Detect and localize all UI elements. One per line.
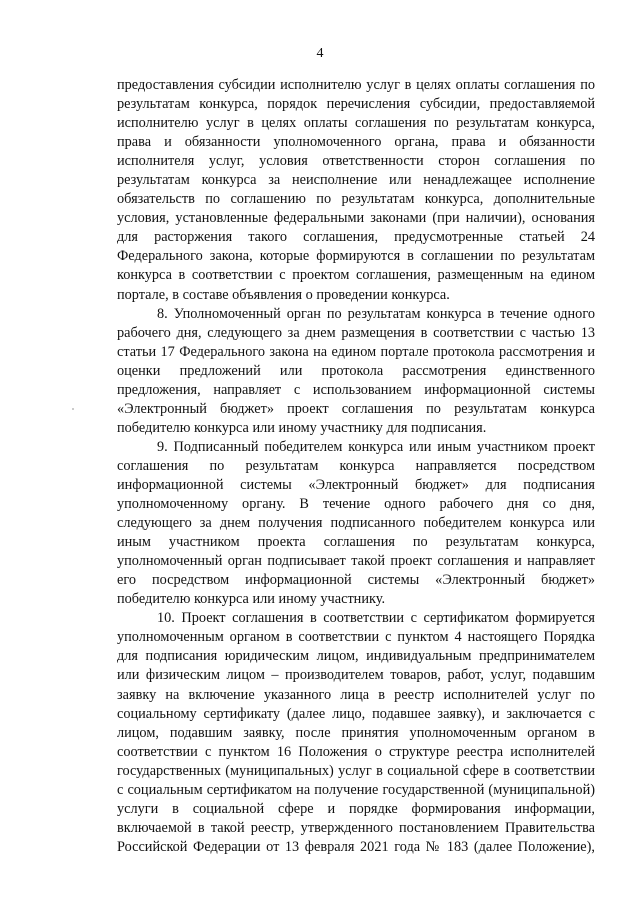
- text-line: 8. Уполномоченный орган по результатам конкурса в течение одного: [157, 305, 595, 322]
- text-line: статьи 17 Федерального закона на едином портале протокола рассмотрения и: [117, 343, 595, 360]
- text-line: конкурса в соответствии с проектом соглашения, размещенным на едином: [117, 267, 595, 284]
- paragraph: [117, 76, 595, 305]
- text-line: Федерального закона, которые формируются в соглашении по результатам: [117, 248, 595, 265]
- text-line: уполномоченным органом в соответствии с пунктом 4 настоящего Порядка: [117, 629, 595, 646]
- text-line: уполномоченному органу. В течение одного рабочего дня со дня,: [117, 496, 595, 513]
- text-line: портале, в составе объявления о проведении конкурса.: [117, 286, 450, 303]
- document-body: [117, 76, 595, 857]
- text-line: «Электронный бюджет» проект соглашения по результатам конкурса: [117, 400, 595, 417]
- text-line: оценки предложений или протокола рассмотрения единственного: [117, 362, 595, 379]
- text-line: исполнителя услуг, условия ответственности сторон соглашения по: [117, 153, 595, 170]
- text-line: Российской Федерации от 13 февраля 2021 года № 183 (далее Положение),: [117, 838, 595, 855]
- text-line: рабочего дня, следующего за днем размещения в соответствии с частью 13: [117, 324, 595, 341]
- text-line: предоставления субсидии исполнителю услуг в целях оплаты соглашения по: [117, 77, 595, 93]
- paragraph: [117, 305, 595, 438]
- text-line: для расторжения такого соглашения, предусмотренные статьей 24: [117, 229, 595, 246]
- text-line: предложения, направляет с использованием информационной системы: [117, 381, 595, 398]
- text-line: государственных (муниципальных) услуг в социальной сфере в соответствии: [117, 762, 595, 779]
- text-line: социальному сертификату (далее лицо, подавшее заявку), и заключается с: [117, 705, 595, 722]
- paragraph: [117, 609, 595, 857]
- text-line: 9. Подписанный победителем конкурса или иным участником проект: [157, 438, 595, 455]
- text-line: результатам конкурса, порядок перечисления субсидии, предоставляемой: [117, 96, 595, 113]
- text-line: для подписания юридическим лицом, индивидуальным предпринимателем: [117, 648, 595, 665]
- text-line: победителю конкурса или иному участнику.: [117, 591, 386, 608]
- text-line: с социальным сертификатом на получение государственной (муниципальной): [117, 781, 595, 798]
- text-line: иным участником проекта соглашения по результатам конкурса,: [117, 534, 595, 551]
- text-line: услуги в социальной сфере и порядке формирования информации,: [117, 800, 595, 817]
- text-line: результатам конкурса за неисполнение или ненадлежащее исполнение: [117, 172, 595, 189]
- text-line: уполномоченный орган подписывает такой проект соглашения и направляет: [117, 553, 595, 570]
- text-line: заявку на включение указанного лица в реестр исполнителей услуг по: [117, 686, 595, 703]
- text-line: исполнителю услуг в целях оплаты соглашения по результатам конкурса,: [117, 115, 595, 132]
- text-line: победителю конкурса или иному участнику для подписания.: [117, 419, 487, 436]
- page-number: 4: [316, 46, 324, 61]
- text-line: соглашения по результатам конкурса направляется посредством: [117, 457, 595, 474]
- paragraph: [117, 438, 595, 609]
- text-line: соответствии с пунктом 16 Положения о структуре реестра исполнителей: [117, 743, 595, 760]
- text-line: условия, установленные федеральными законами (при наличии), основания: [117, 210, 595, 227]
- text-line: лицом, подавшим заявку, после принятия уполномоченным органом в: [117, 724, 595, 741]
- text-line: его посредством информационной системы «Электронный бюджет»: [117, 572, 595, 589]
- text-line: включаемой в такой реестр, утвержденного постановлением Правительства: [117, 819, 595, 836]
- text-line: информационной системы «Электронный бюджет» для подписания: [117, 476, 595, 493]
- text-line: обязательств по соглашению по результатам конкурса, дополнительные: [117, 191, 595, 208]
- text-line: или физическим лицом – производителем товаров, работ, услуг, подавшим: [117, 667, 595, 684]
- text-line: следующего за днем получения подписанного победителем конкурса или: [117, 515, 595, 532]
- text-line: права и обязанности уполномоченного органа, права и обязанности: [117, 134, 595, 151]
- scan-artifact: [72, 408, 74, 410]
- text-line: 10. Проект соглашения в соответствии с сертификатом формируется: [157, 610, 595, 627]
